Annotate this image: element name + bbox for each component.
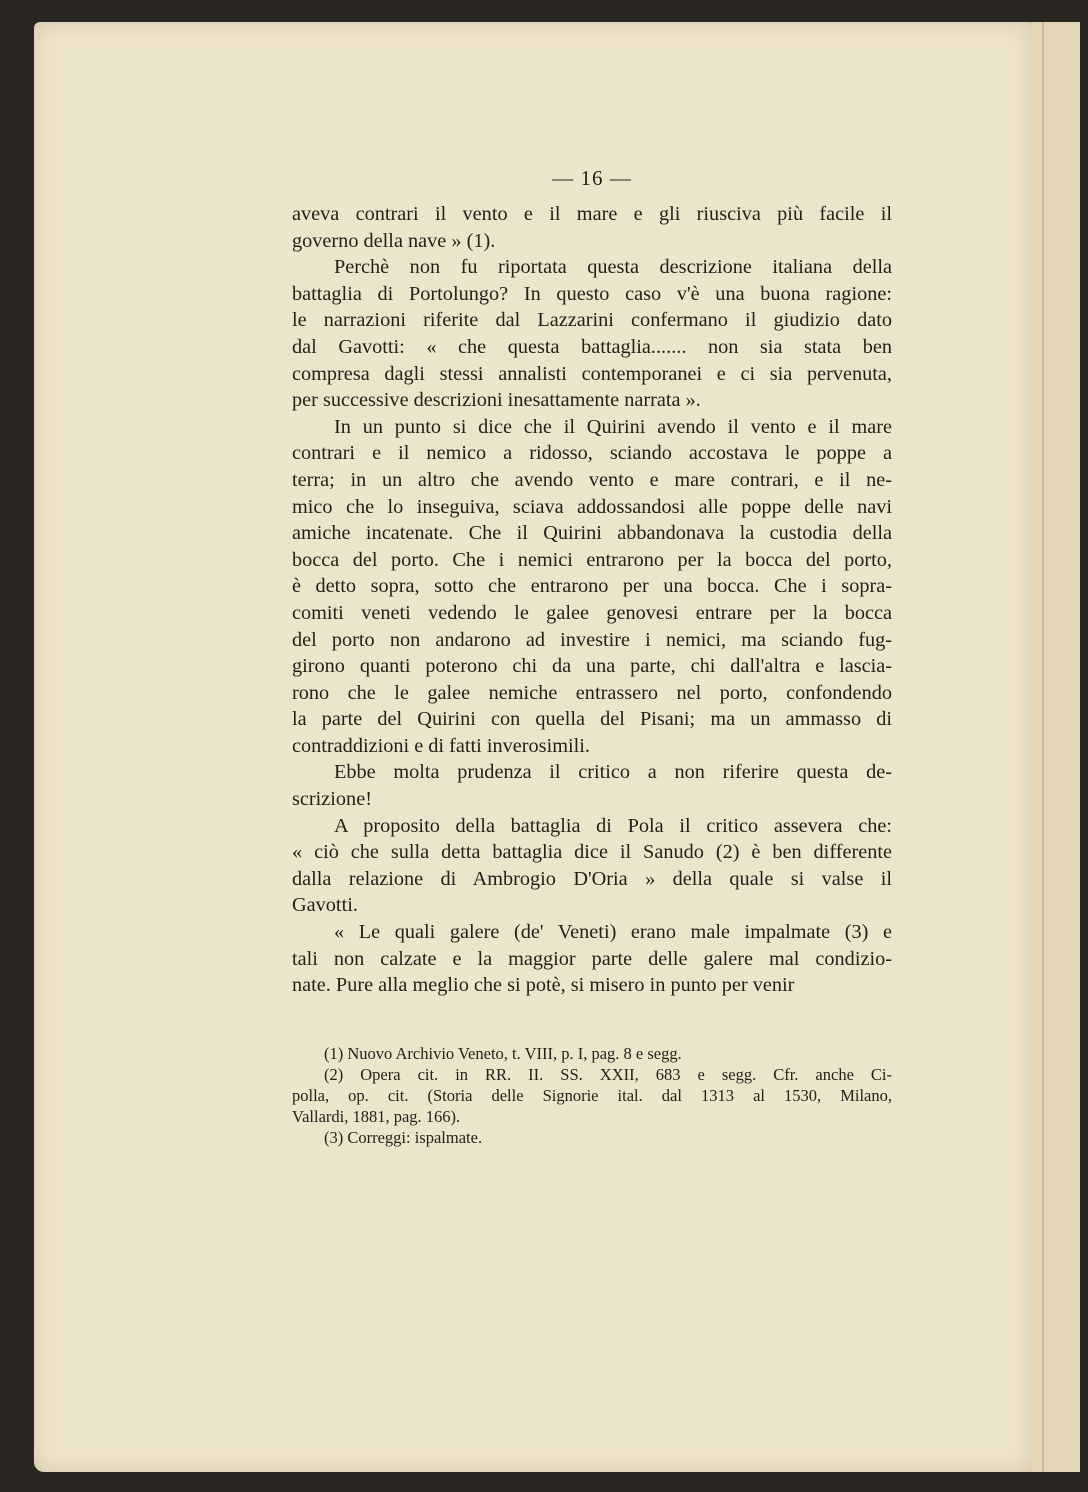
text-line: per successive descrizioni inesattamente narrata ».: [292, 389, 701, 412]
text-line: Gavotti.: [292, 894, 358, 917]
text-line: girono quanti poterono chi da una parte, chi dall'altra e lascia-: [292, 655, 892, 678]
text-line: contraddizioni e di fatti inverosimili.: [292, 734, 590, 757]
text-line: contrari e il nemico a ridosso, sciando accostava le poppe a: [292, 442, 892, 465]
text-line: amiche incatenate. Che il Quirini abbandonava la custodia della: [292, 522, 892, 545]
footnotes: [292, 1043, 892, 1148]
text-line: tali non calzate e la maggior parte delle galere mal condizio-: [292, 947, 892, 970]
text-line: scrizione!: [292, 788, 372, 811]
text-line: Perchè non fu riportata questa descrizione italiana della: [334, 256, 892, 279]
text-line: dal Gavotti: « che questa battaglia....... non sia stata ben: [292, 335, 892, 358]
paragraph: [292, 919, 892, 999]
text-line: A proposito della battaglia di Pola il critico assevera che:: [334, 814, 892, 837]
paragraph: [292, 414, 892, 760]
footnote-line: polla, op. cit. (Storia delle Signorie ital. dal 1313 al 1530, Milano,: [292, 1085, 892, 1105]
text-line: comiti veneti vedendo le galee genovesi entrare per la bocca: [292, 601, 892, 624]
footnote-line: (2) Opera cit. in RR. II. SS. XXII, 683 e segg. Cfr. anche Ci-: [324, 1064, 892, 1084]
paragraph: [292, 813, 892, 919]
text-line: bocca del porto. Che i nemici entrarono per la bocca del porto,: [292, 548, 892, 571]
text-line: battaglia di Portolungo? In questo caso v'è una buona ragione:: [292, 282, 892, 305]
text-line: del porto non andarono ad investire i nemici, ma sciando fug-: [292, 628, 892, 651]
text-line: è detto sopra, sotto che entrarono per una bocca. Che i sopra-: [292, 575, 892, 598]
paragraph: [292, 759, 892, 812]
text-line: aveva contrari il vento e il mare e gli riusciva più facile il: [292, 203, 892, 225]
page-number: — 16 —: [552, 166, 632, 190]
paragraph: [292, 201, 892, 254]
text-line: Ebbe molta prudenza il critico a non riferire questa de-: [334, 761, 892, 784]
footnote-line: (1) Nuovo Archivio Veneto, t. VIII, p. I, pag. 8 e segg.: [324, 1043, 682, 1063]
paragraph: [292, 254, 892, 414]
text-line: la parte del Quirini con quella del Pisani; ma un ammasso di: [292, 708, 892, 731]
text-line: compresa dagli stessi annalisti contemporanei e ci sia pervenuta,: [292, 362, 892, 385]
text-line: « Le quali galere (de' Veneti) erano male impalmate (3) e: [334, 921, 892, 944]
text-line: In un punto si dice che il Quirini avendo il vento e il mare: [334, 415, 892, 438]
facing-page-edge: [1030, 22, 1080, 1472]
text-line: « ciò che sulla detta battaglia dice il Sanudo (2) è ben differente: [292, 841, 892, 864]
text-line: governo della nave » (1).: [292, 229, 496, 252]
text-line: rono che le galee nemiche entrassero nel porto, confondendo: [292, 681, 892, 704]
page-text: [292, 166, 892, 1148]
footnote-line: Vallardi, 1881, pag. 166).: [292, 1106, 461, 1126]
text-line: terra; in un altro che avendo vento e mare contrari, e il ne-: [292, 468, 892, 491]
text-line: mico che lo inseguiva, sciava addossandosi alle poppe delle navi: [292, 495, 892, 518]
body-text: [292, 201, 892, 999]
footnote-line: (3) Correggi: ispalmate.: [324, 1127, 483, 1147]
text-line: le narrazioni riferite dal Lazzarini confermano il giudizio dato: [292, 309, 892, 332]
text-line: dalla relazione di Ambrogio D'Oria » della quale si valse il: [292, 867, 892, 890]
text-line: nate. Pure alla meglio che si potè, si misero in punto per venir: [292, 974, 795, 997]
